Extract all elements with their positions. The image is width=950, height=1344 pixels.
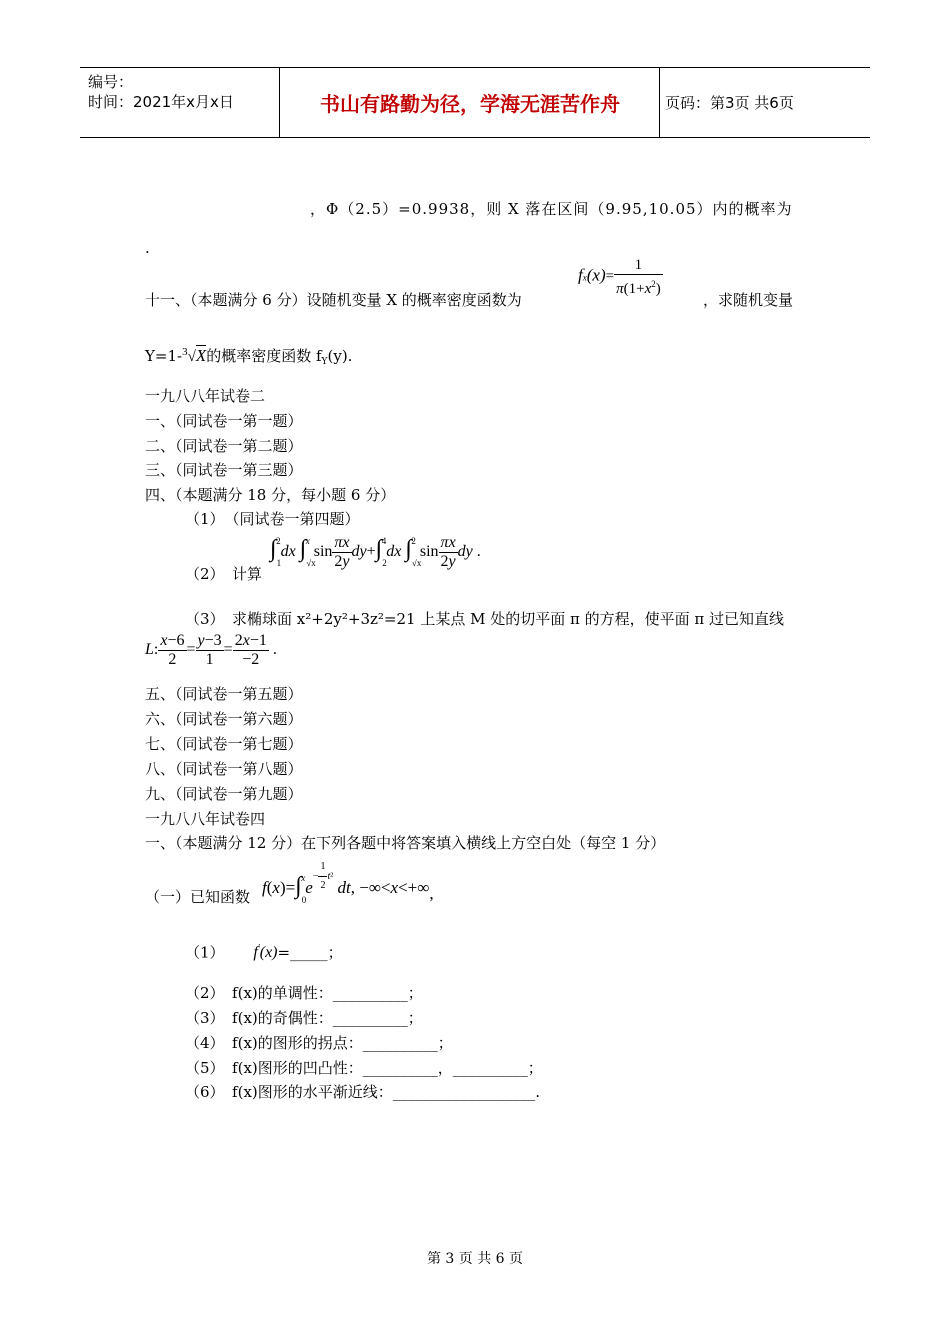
text-line: Y=1-$^3$√X的概率密度函数 $f_Y(y)$. — [145, 346, 353, 367]
header-motto: 书山有路勤为径，学海无涯苦作舟 — [281, 68, 660, 137]
text-line: 一、（同试卷一第一题） — [145, 412, 303, 430]
text-span: 的概率密度函数 f — [206, 347, 322, 365]
text-line: （1） （同试卷一第四题） — [185, 510, 360, 528]
text-line: 一、（本题满分 12 分）在下列各题中将答案填入横线上方空白处（每空 1 分） — [145, 834, 666, 852]
time-label: 时间：2021年x月x日 — [88, 93, 234, 111]
question-11: 十一、（本题满分 6 分）设随机变量 X 的概率密度函数为 — [145, 291, 522, 309]
text-line: （一）已知函数 — [145, 888, 251, 906]
text-line: 三、（同试卷一第三题） — [145, 461, 303, 479]
section-title: 一九八八年试卷二 — [145, 387, 266, 405]
text-line: 八、（同试卷一第八题） — [145, 760, 303, 778]
text-line: 六、（同试卷一第六题） — [145, 710, 303, 728]
text-line: 四、（本题满分 18 分，每小题 6 分） — [145, 486, 396, 504]
text-line: 五、（同试卷一第五题） — [145, 685, 303, 703]
text-line: ，Φ（2.5）=0.9938，则 X 落在区间（9.95,10.05）内的概率为 — [310, 200, 793, 218]
section-title: 一九八八年试卷四 — [145, 810, 266, 828]
item-4: （4） f(x)的图形的拐点：__________； — [185, 1034, 453, 1052]
number-label: 编号： — [88, 73, 134, 91]
text-line: 九、（同试卷一第九题） — [145, 785, 303, 803]
text-line: . — [145, 239, 150, 257]
page-footer: 第 3 页 共 6 页 — [426, 1251, 524, 1267]
header-page: 页码：第3页 共6页 — [665, 94, 794, 112]
item-3: （3） f(x)的奇偶性：__________； — [185, 1009, 423, 1027]
cube-root: $^3$√X — [182, 346, 207, 365]
page-header — [80, 67, 870, 138]
answer-blank: =_____； — [277, 943, 343, 962]
line-equation: L: $\frac{x-6}{2}$ = $\frac{y-3}{1}$ = $\frac{2x-1}{-2}$ . — [145, 632, 277, 668]
function-definition: $f(x)=\int_0^xe^{- \frac{1}{2} t^2}$ dt, −∞<x<+∞, — [262, 858, 434, 905]
item-6: （6） f(x)图形的水平渐近线：___________________. — [185, 1083, 541, 1101]
text-line: （3） 求椭球面 x²+2y²+3z²=21 上某点 M 处的切平面 π 的方程，使平面 π 过已知直线 — [185, 610, 785, 628]
item-label: （1） — [185, 943, 225, 962]
density-formula: fx(x)= $\frac{1}{\pi(1+x^2)}$ — [578, 257, 661, 297]
item-5: （5） f(x)图形的凹凸性：__________，__________； — [185, 1059, 543, 1077]
text-line: （2） 计算 — [185, 565, 263, 583]
header-meta — [80, 68, 280, 137]
item-1: （1） f′(x)=_____； — [185, 943, 343, 962]
text-span: (y). — [327, 347, 353, 365]
text-line: 七、（同试卷一第七题） — [145, 735, 303, 753]
text-line: ，求随机变量 — [703, 291, 794, 309]
double-integral-formula: $\int_1^2dx$ $\int_{√x}^x$ sin $\frac{\pi x}{2y}$ $dy+\int_2^4dx$ $\int_{√x}^2$ sin $\frac{\pi x}{2y}$ dy . — [270, 534, 481, 570]
text-line: 二、（同试卷一第二题） — [145, 437, 303, 455]
item-2: （2） f(x)的单调性：__________； — [185, 984, 423, 1002]
text-span: Y=1- — [145, 347, 183, 365]
